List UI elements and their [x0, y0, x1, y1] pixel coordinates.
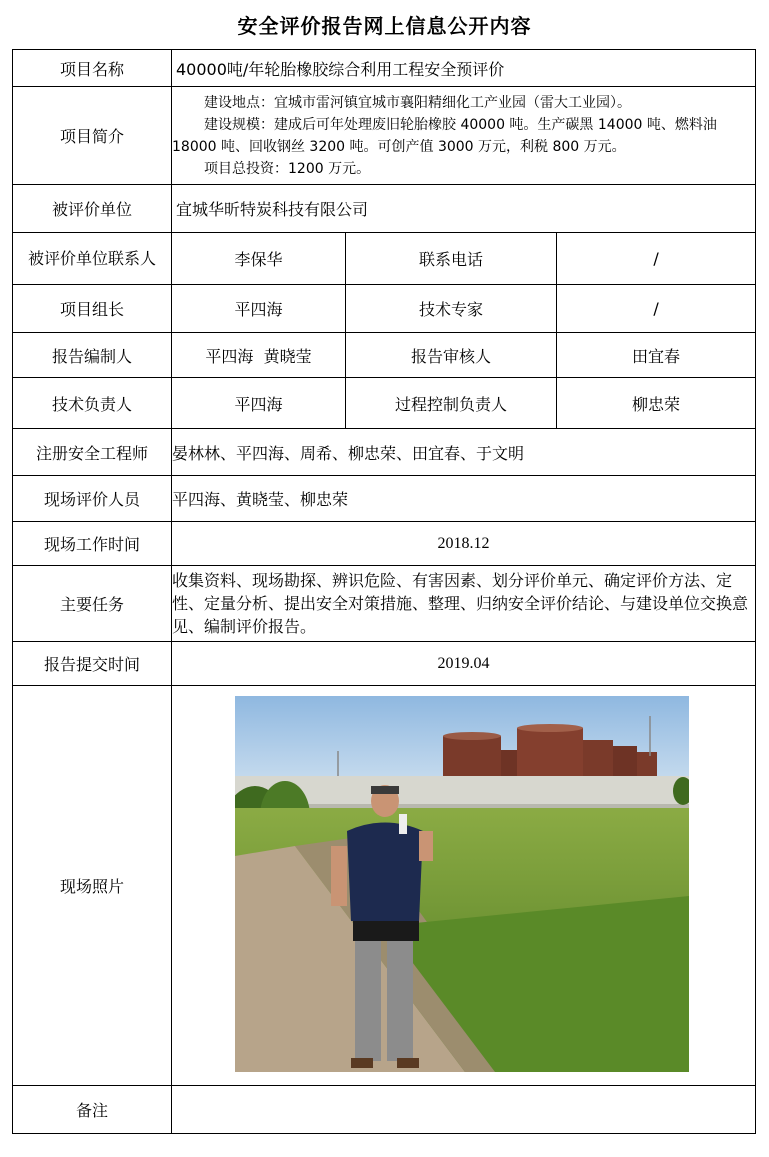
site-photo-label: 现场照片 — [13, 686, 172, 1086]
row-project-name — [13, 50, 756, 87]
contact-label: 被评价单位联系人 — [13, 233, 172, 285]
team-leader-value: 平四海 — [172, 285, 346, 333]
report-compiler-label: 报告编制人 — [13, 333, 172, 378]
row-team-leader — [13, 285, 756, 333]
row-site-photo — [13, 686, 756, 1086]
row-project-summary — [13, 87, 756, 185]
process-label: 过程控制负责人 — [346, 378, 557, 429]
submit-time-label: 报告提交时间 — [13, 642, 172, 686]
row-report-compiler — [13, 333, 756, 378]
project-name-label: 项目名称 — [13, 50, 172, 87]
project-summary-value — [172, 87, 756, 185]
submit-time-value: 2019.04 — [172, 642, 756, 686]
reviewer-label: 报告审核人 — [346, 333, 557, 378]
main-tasks-label: 主要任务 — [13, 566, 172, 642]
disclosure-form-table — [12, 49, 756, 1134]
row-remarks — [13, 1086, 756, 1134]
reviewer-value: 田宜春 — [557, 333, 756, 378]
evaluated-unit-label: 被评价单位 — [13, 185, 172, 233]
summary-investment: 项目总投资：1200 万元。 — [204, 160, 371, 177]
remarks-value — [172, 1086, 756, 1134]
team-leader-label: 项目组长 — [13, 285, 172, 333]
contact-value: 李保华 — [172, 233, 346, 285]
expert-value: / — [557, 285, 756, 333]
site-evaluators-label: 现场评价人员 — [13, 476, 172, 522]
row-submit-time — [13, 642, 756, 686]
phone-label: 联系电话 — [346, 233, 557, 285]
row-engineers — [13, 429, 756, 476]
expert-label: 技术专家 — [346, 285, 557, 333]
site-photo-cell — [172, 686, 756, 1086]
row-site-evaluators — [13, 476, 756, 522]
tech-lead-label: 技术负责人 — [13, 378, 172, 429]
row-tech-lead — [13, 378, 756, 429]
report-compiler-value: 平四海 黄晓莹 — [172, 333, 346, 378]
site-work-time-value: 2018.12 — [172, 522, 756, 566]
site-evaluators-value: 平四海、黄晓莹、柳忠荣 — [172, 476, 756, 522]
engineers-label: 注册安全工程师 — [13, 429, 172, 476]
page-title: 安全评价报告网上信息公开内容 — [237, 14, 532, 38]
row-evaluated-unit — [13, 185, 756, 233]
row-site-work-time — [13, 522, 756, 566]
row-contact — [13, 233, 756, 285]
engineers-value: 晏林林、平四海、周希、柳忠荣、田宜春、于文明 — [172, 429, 756, 476]
project-name-value: 40000吨/年轮胎橡胶综合利用工程安全预评价 — [172, 50, 756, 87]
site-photo — [235, 696, 689, 1072]
summary-scale: 建设规模：建成后可年处理废旧轮胎橡胶 40000 吨。生产碳黑 14000 吨、燃料油 18000 吨、回收钢丝 3200 吨。可创产值 3000 万元，利税 800 万元。 — [172, 116, 717, 155]
site-work-time-label: 现场工作时间 — [13, 522, 172, 566]
phone-value: / — [557, 233, 756, 285]
evaluated-unit-value: 宜城华昕特炭科技有限公司 — [172, 185, 756, 233]
remarks-label: 备注 — [13, 1086, 172, 1134]
process-value: 柳忠荣 — [557, 378, 756, 429]
summary-location: 建设地点：宜城市雷河镇宜城市襄阳精细化工产业园（雷大工业园）。 — [204, 94, 631, 111]
main-tasks-value: 收集资料、现场勘探、辨识危险、有害因素、划分评价单元、确定评价方法、定性、定量分析、提出安全对策措施、整理、归纳安全评价结论、与建设单位交换意见、编制评价报告。 — [172, 566, 756, 642]
project-summary-label: 项目简介 — [13, 87, 172, 185]
tech-lead-value: 平四海 — [172, 378, 346, 429]
row-main-tasks — [13, 566, 756, 642]
